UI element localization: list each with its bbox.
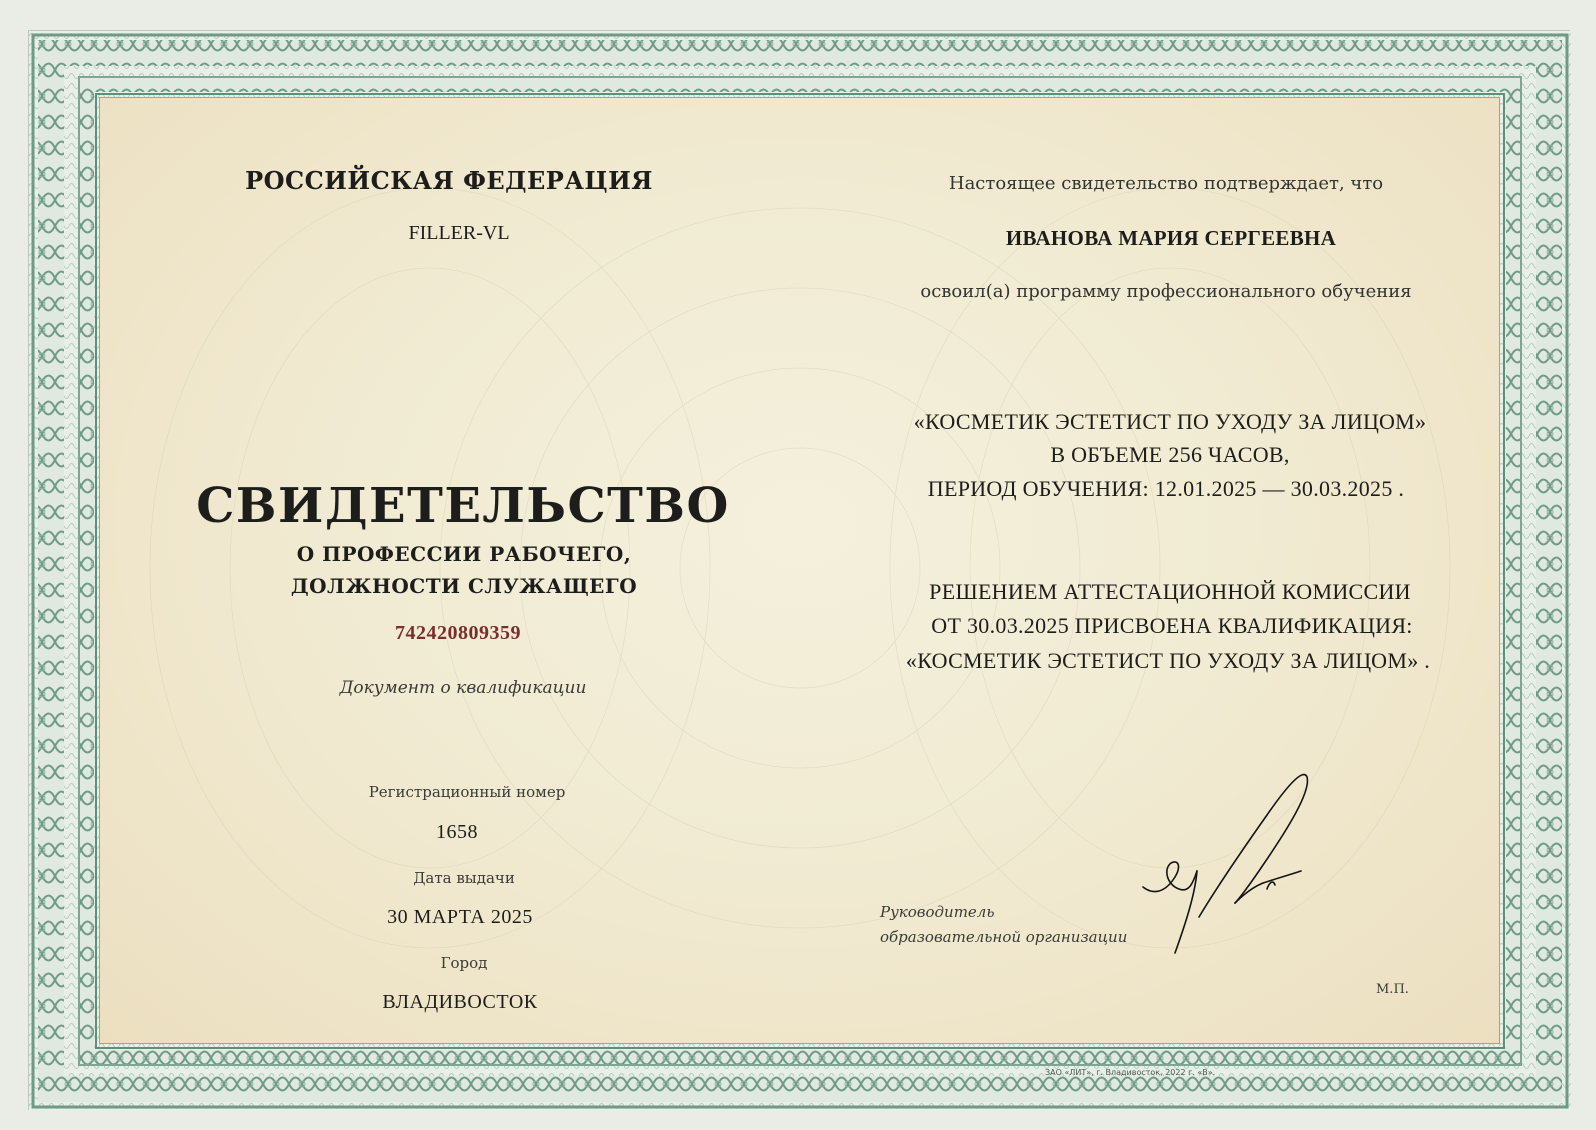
holder-name: ИВАНОВА МАРИЯ СЕРГЕЕВНА [1005, 226, 1337, 250]
printer-imprint: ЗАО «ЛИТ», г. Владивосток, 2022 г. «В». [1045, 1068, 1216, 1077]
city: ВЛАДИВОСТОК [382, 991, 538, 1013]
registration-number: 1658 [436, 821, 478, 843]
serial-number: 742420809359 [395, 622, 521, 644]
document-subtitle-line-1: О ПРОФЕССИИ РАБОЧЕГО, [296, 542, 632, 566]
document-subtitle-line-2: ДОЛЖНОСТИ СЛУЖАЩЕГО [290, 574, 638, 598]
commission-decision-line-1: РЕШЕНИЕМ АТТЕСТАЦИОННОЙ КОМИССИИ [929, 579, 1411, 604]
organization-code: FILLER-VL [408, 222, 510, 244]
document-title: СВИДЕТЕЛЬСТВО [196, 478, 730, 534]
commission-decision-line-2: ОТ 30.03.2025 ПРИСВОЕНА КВАЛИФИКАЦИЯ: [931, 613, 1413, 638]
certificate-intro: Настоящее свидетельство подтверждает, что [948, 173, 1384, 194]
stamp-place-label: М.П. [1376, 982, 1409, 997]
program-hours: В ОБЪЕМЕ 256 ЧАСОВ, [1050, 442, 1290, 467]
head-label-line-2: образовательной организации [880, 928, 1128, 946]
handwritten-signature [1139, 767, 1349, 967]
issue-date: 30 МАРТА 2025 [387, 906, 533, 928]
country-heading: РОССИЙСКАЯ ФЕДЕРАЦИЯ [245, 166, 653, 195]
issue-date-label: Дата выдачи [413, 869, 515, 887]
program-name: «КОСМЕТИК ЭСТЕТИСТ ПО УХОДУ ЗА ЛИЦОМ» [913, 409, 1427, 434]
certificate-document [28, 30, 1570, 1110]
city-label: Город [440, 954, 488, 972]
document-kind: Документ о квалификации [339, 678, 587, 698]
head-label-line-1: Руководитель [880, 903, 995, 921]
program-mastered-text: освоил(а) программу профессионального обучения [920, 281, 1412, 302]
registration-number-label: Регистрационный номер [368, 783, 566, 801]
program-period: ПЕРИОД ОБУЧЕНИЯ: 12.01.2025 — 30.03.2025 . [927, 476, 1405, 501]
qualification-awarded: «КОСМЕТИК ЭСТЕТИСТ ПО УХОДУ ЗА ЛИЦОМ» . [905, 648, 1431, 673]
